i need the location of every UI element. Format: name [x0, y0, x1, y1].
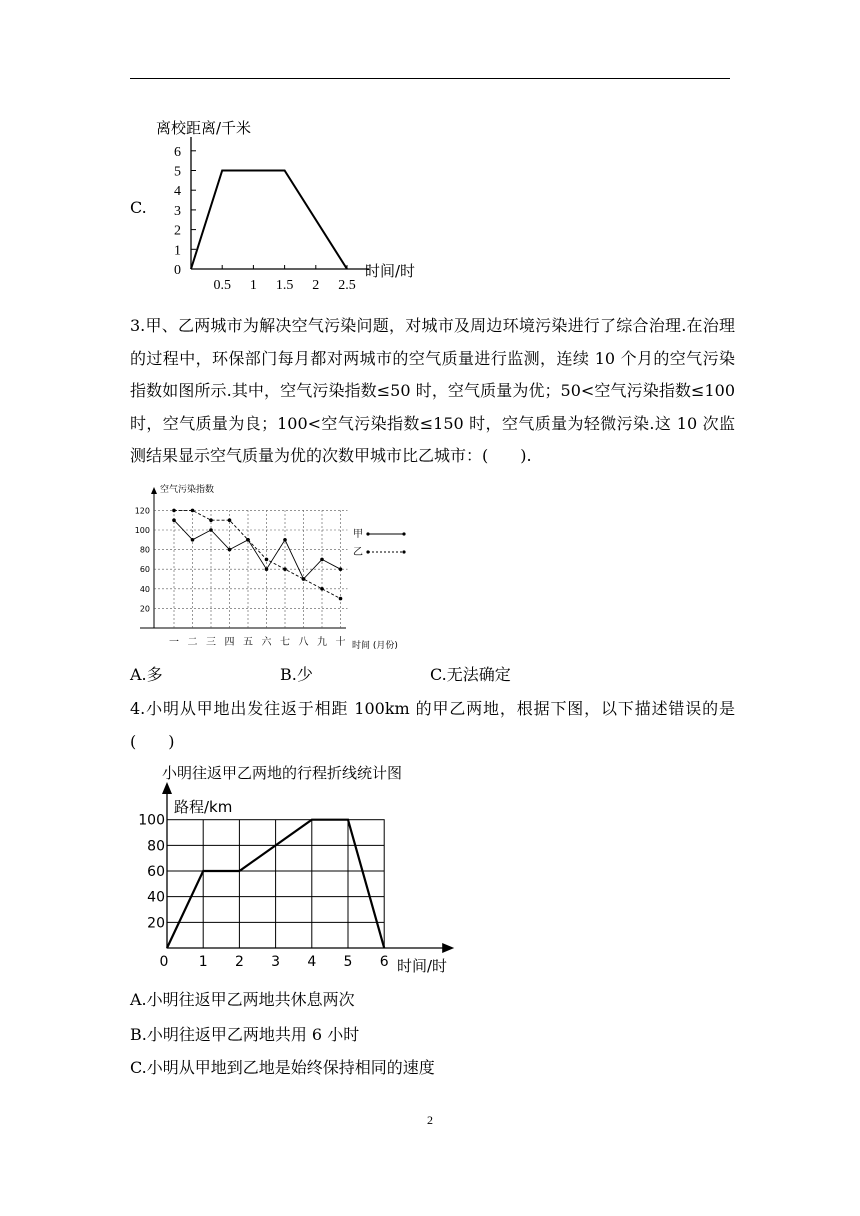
x-tick-label: 5	[343, 954, 353, 970]
data-point-s2	[320, 587, 324, 591]
data-point-s1	[209, 528, 213, 532]
x-tick-label: 六	[261, 637, 272, 648]
chart-c-axes	[174, 137, 369, 293]
x-tick-label: 1	[198, 954, 208, 970]
chart-trip-ylabel: 路程/km	[174, 798, 233, 816]
series-line	[191, 171, 347, 270]
data-point-s2	[283, 567, 287, 571]
y-tick-label: 100	[134, 526, 150, 535]
q3-option-b: B.少	[280, 665, 313, 684]
x-tick-label: 八	[298, 637, 309, 648]
x-tick-label: 三	[206, 637, 216, 648]
x-tick-label: 6	[379, 954, 389, 970]
y-tick-label: 100	[138, 812, 165, 829]
chart-c-ylabel: 离校距离/千米	[156, 119, 252, 137]
x-tick-label: 0.5	[213, 278, 231, 293]
y-tick-label: 0	[174, 263, 181, 278]
q4-option-b: B.小明往返甲乙两地共用 6 小时	[130, 1025, 360, 1044]
chart-air-grid	[135, 487, 348, 648]
data-point-s1	[283, 538, 287, 542]
y-tick-label: 40	[139, 584, 150, 594]
y-tick-label: 120	[134, 506, 150, 516]
y-tick-label: 40	[147, 889, 165, 906]
data-point-s2	[209, 518, 213, 522]
legend-label-yi: 乙	[353, 547, 363, 558]
data-point-s2	[191, 509, 195, 513]
x-tick-label: 四	[224, 637, 235, 648]
x-tick-label: 1.5	[275, 278, 294, 293]
chart-c-marks	[191, 171, 347, 270]
data-point-s2	[172, 509, 176, 513]
y-tick-label: 60	[139, 565, 150, 575]
data-point-s1	[339, 567, 343, 571]
y-tick-label: 3	[174, 203, 181, 219]
legend-label-jia: 甲	[353, 529, 363, 540]
option-c-label: C.	[130, 198, 147, 217]
x-tick-label: 2	[234, 954, 244, 970]
y-tick-label: 80	[147, 838, 165, 855]
chart-trip	[130, 760, 450, 980]
chart-c	[150, 110, 450, 293]
q3-option-a: A.多	[130, 665, 163, 684]
x-tick-label: 2.5	[338, 278, 356, 293]
legend-dot-jia-1	[366, 532, 369, 535]
y-tick-label: 4	[174, 184, 181, 200]
data-point-s2	[246, 538, 250, 542]
y-tick-label: 1	[174, 243, 181, 259]
header-rule	[130, 78, 730, 79]
y-tick-label: 20	[147, 915, 165, 932]
x-tick-label: 五	[243, 637, 253, 648]
y-tick-label: 20	[139, 604, 150, 614]
x-tick-label: 1	[249, 278, 257, 293]
y-axis-arrow	[151, 487, 157, 494]
data-point-s2	[302, 577, 306, 581]
y-tick-label: 5	[174, 164, 181, 180]
legend-dot-jia-2	[402, 532, 405, 535]
y-tick-label: 80	[139, 545, 150, 555]
legend-dot-yi-2	[402, 550, 405, 553]
chart-air-ylabel: 空气污染指数	[160, 485, 215, 495]
y-tick-label: 2	[174, 223, 181, 239]
y-tick-label: 6	[174, 144, 181, 160]
x-tick-label: 十	[335, 637, 346, 648]
y-tick-label: 60	[147, 864, 165, 881]
x-tick-label: 0	[159, 954, 169, 970]
data-point-s1	[320, 558, 324, 562]
data-point-s2	[339, 597, 343, 601]
y-axis-arrow	[162, 782, 172, 794]
chart-air-xlabel: 时间 (月份)	[352, 641, 398, 651]
chart-trip-title: 小明往返甲乙两地的行程折线统计图	[162, 764, 403, 782]
chart-air-marks	[172, 509, 342, 601]
chart-c-xlabel: 时间/时	[365, 262, 416, 280]
question-3-text: 3.甲、乙两城市为解决空气污染问题，对城市及周边环境污染进行了综合治理.在治理的过程中，环保部门每月都对两城市的空气质量进行监测，连续 10 个月的空气污染指数如图所示.其中，空气污染指数≤50 时，空气质量为优；50<空气污染指数≤100 时，空气质量为良；100<空气污染指数≤150 时，空气质量为轻微污染.这 10 次监测结果显示空气质量为优的次数甲城市比乙城市：( ).	[130, 316, 735, 465]
q4-option-c: C.小明从甲地到乙地是始终保持相同的速度	[130, 1058, 435, 1077]
x-axis-arrow	[442, 943, 454, 953]
x-tick-label: 一	[169, 637, 179, 648]
x-tick-label: 4	[307, 954, 317, 970]
page-number: 2	[427, 1113, 433, 1127]
x-tick-label: 九	[317, 637, 327, 648]
data-point-s1	[265, 567, 269, 571]
data-point-s1	[191, 538, 195, 542]
q3-option-c: C.无法确定	[430, 665, 511, 684]
question-4-text: 4.小明从甲地出发往返于相距 100km 的甲乙两地，根据下图，以下描述错误的是( )	[130, 699, 735, 751]
q4-option-a: A.小明往返甲乙两地共休息两次	[130, 990, 355, 1009]
data-point-s1	[172, 518, 176, 522]
data-point-s2	[228, 518, 232, 522]
chart-air-pollution	[128, 480, 428, 660]
x-tick-label: 3	[271, 954, 281, 970]
chart-air-legend	[353, 528, 406, 558]
data-point-s1	[228, 548, 232, 552]
x-tick-label: 七	[280, 637, 290, 648]
x-tick-label: 2	[312, 278, 320, 293]
data-point-s2	[265, 558, 269, 562]
legend-dot-yi-1	[366, 550, 369, 553]
x-tick-label: 二	[187, 637, 198, 648]
chart-trip-xlabel: 时间/时	[397, 957, 448, 975]
